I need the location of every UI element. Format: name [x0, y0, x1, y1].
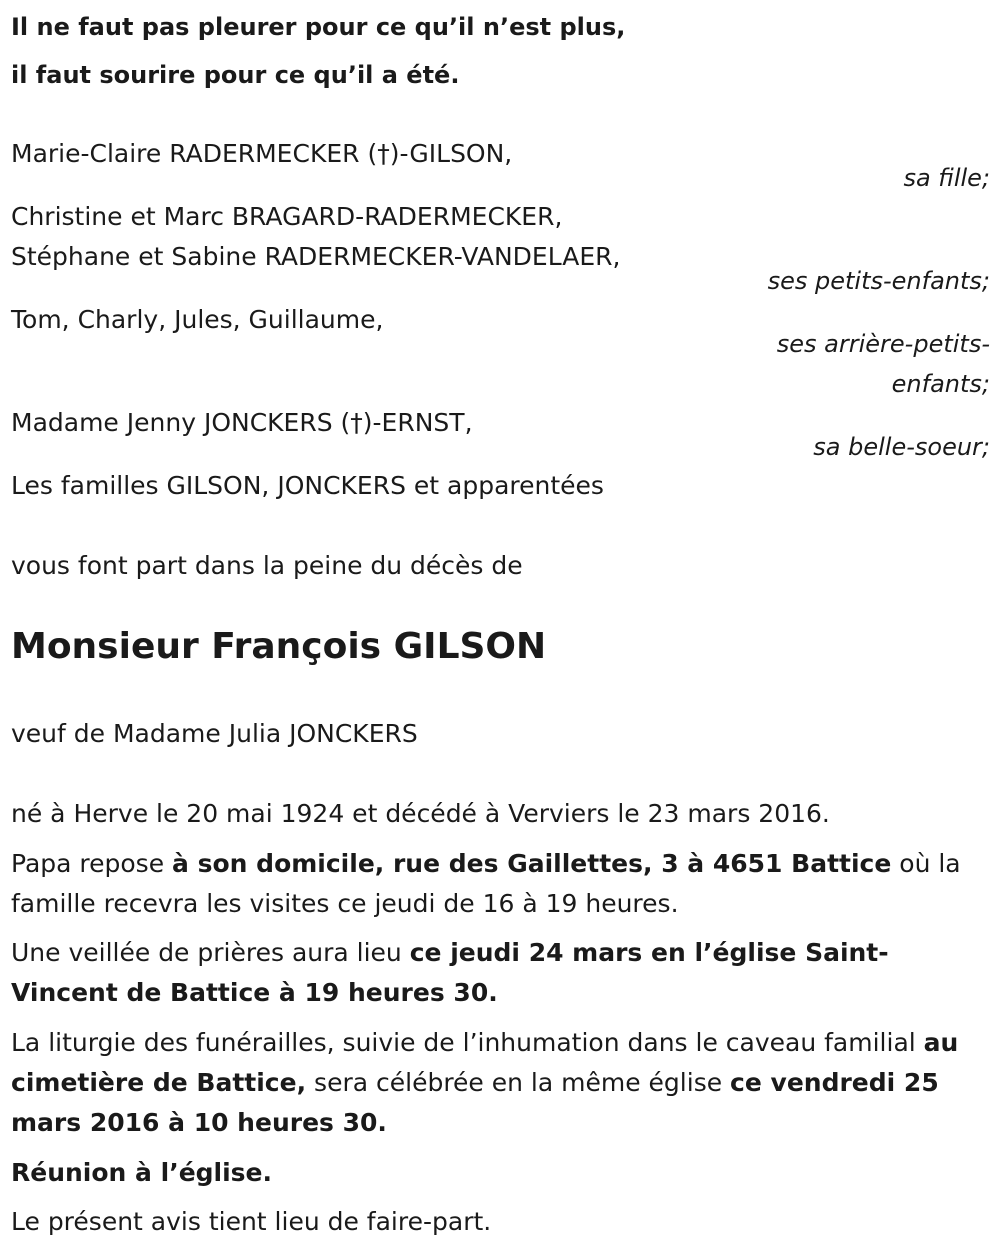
sister-in-law-name: Madame Jenny JONCKERS (†)-ERNST,: [11, 408, 473, 437]
quote-line-1: Il ne faut pas pleurer pour ce qu’il n’est plus,: [11, 13, 626, 41]
vigil-details: ce jeudi 24 mars en l’église Saint-Vincent de Battice à 19 heures 30.: [11, 938, 889, 1007]
liturgy-text-mid: sera célébrée en la même église: [306, 1068, 731, 1097]
grandchildren-role: ses petits-enfants;: [767, 267, 990, 295]
repose-address: à son domicile, rue des Gaillettes, 3 à 4651 Battice: [172, 849, 892, 878]
families-line: Les familles GILSON, JONCKERS et apparentées: [11, 471, 604, 500]
daughter-name: Marie-Claire RADERMECKER (†)-GILSON,: [11, 139, 513, 168]
great-grandchildren-role-line-1: ses arrière-petits-: [776, 330, 990, 358]
grandchildren-line-1: Christine et Marc BRAGARD-RADERMECKER,: [11, 202, 563, 231]
widower-line: veuf de Madame Julia JONCKERS: [11, 719, 418, 748]
liturgy-paragraph: [11, 1023, 986, 1143]
repose-text-end: où la famille recevra les visites ce jeudi de 16 à 19 heures.: [11, 849, 961, 918]
vigil-text-start: Une veillée de prières aura lieu: [11, 938, 410, 967]
repose-text-start: Papa repose: [11, 849, 173, 878]
liturgy-text-start: La liturgie des funérailles, suivie de l’inhumation dans le caveau familial: [11, 1028, 924, 1057]
grandchildren-line-2: Stéphane et Sabine RADERMECKER-VANDELAER,: [11, 242, 621, 271]
great-grandchildren-names: Tom, Charly, Jules, Guillaume,: [11, 305, 384, 334]
deceased-name: Monsieur François GILSON: [11, 626, 547, 667]
quote-line-2: il faut sourire pour ce qu’il a été.: [11, 61, 460, 89]
vigil-paragraph: [11, 933, 986, 1013]
great-grandchildren-role-line-2: enfants;: [891, 370, 990, 398]
sister-in-law-role: sa belle-soeur;: [813, 433, 990, 461]
liturgy-date: ce vendredi 25 mars 2016 à 10 heures 30.: [11, 1068, 939, 1137]
meeting-line: Réunion à l’église.: [11, 1158, 273, 1187]
notice-line: Le présent avis tient lieu de faire-part.: [11, 1207, 492, 1236]
liturgy-cemetery: au cimetière de Battice,: [11, 1028, 959, 1097]
birth-death-line: né à Herve le 20 mai 1924 et décédé à Verviers le 23 mars 2016.: [11, 799, 830, 828]
repose-paragraph: [11, 844, 986, 924]
announcement-line: vous font part dans la peine du décès de: [11, 551, 523, 580]
daughter-role: sa fille;: [903, 164, 990, 192]
